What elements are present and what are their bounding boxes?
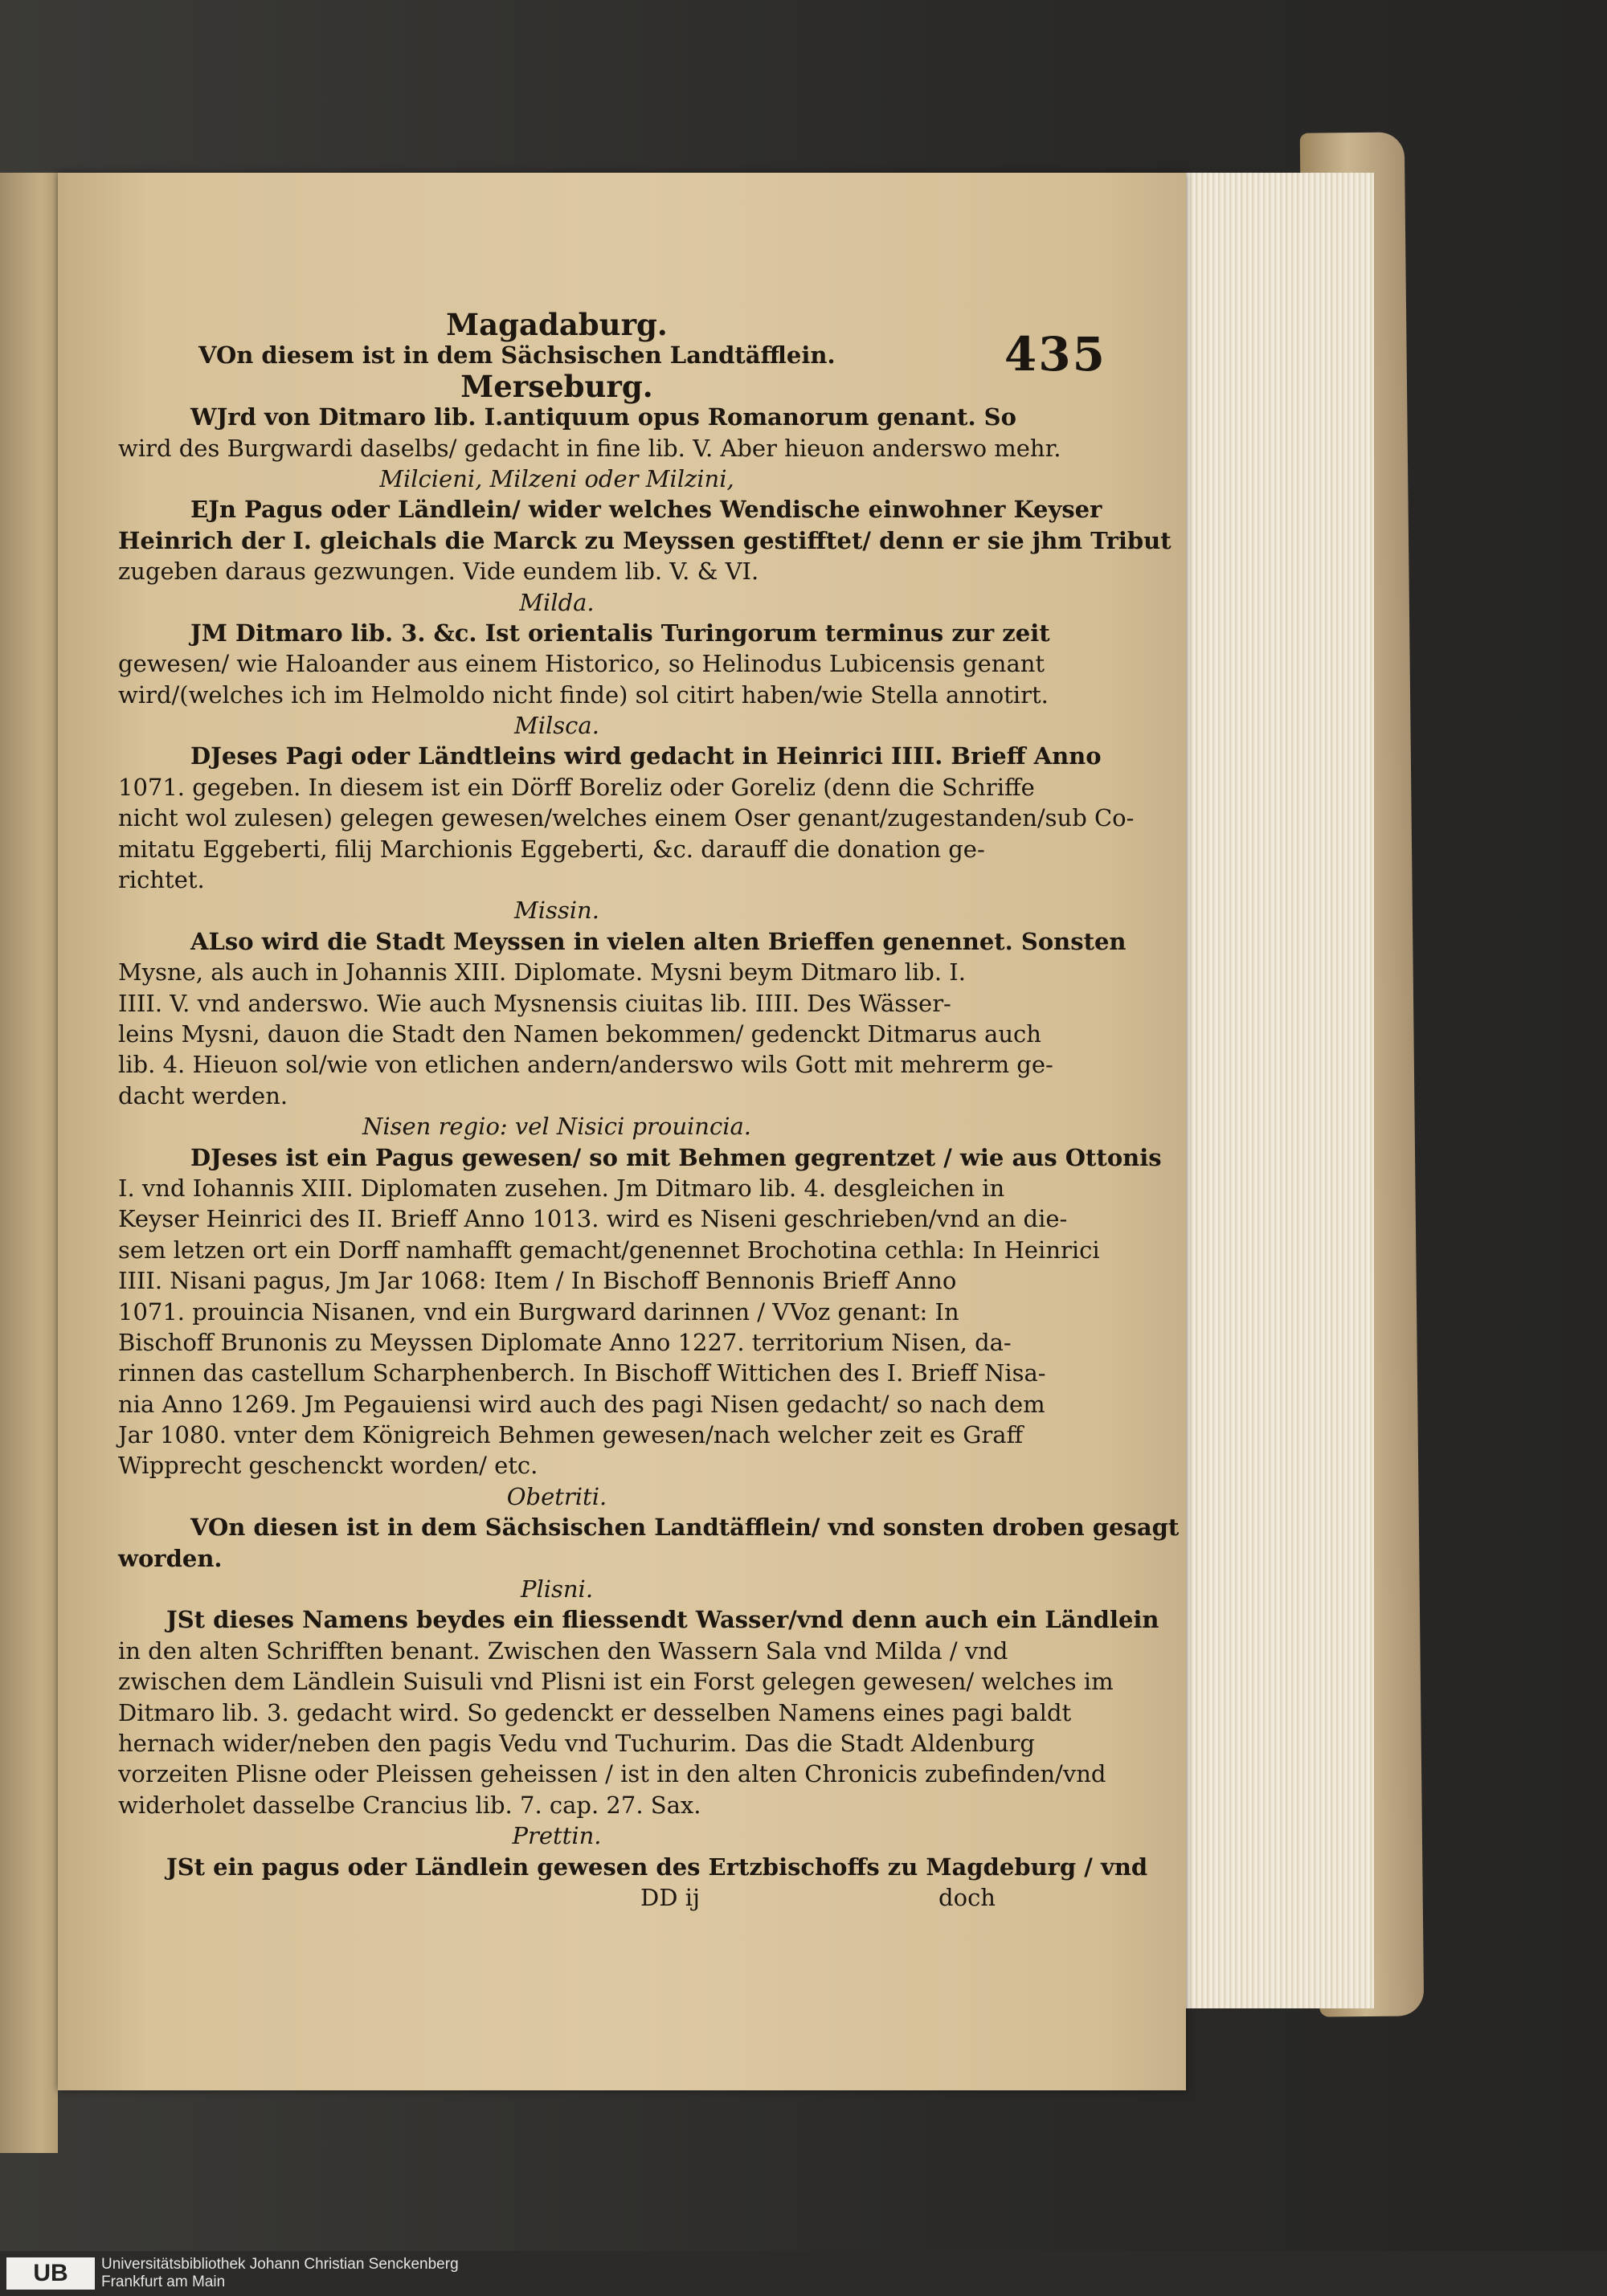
text-line: wird/(welches ich im Helmoldo nicht finde) sol citirt haben/wie Stella annotirt. <box>118 680 1049 709</box>
text-line: IIII. Nisani pagus, Jm Jar 1068: Item / In Bischoff Bennonis Brieff Anno <box>118 1267 957 1295</box>
text-line: zugeben daraus gezwungen. Vide eundem lib. V. & VI. <box>118 558 759 586</box>
text-line: JSt ein pagus oder Ländlein gewesen des Ertzbischoffs zu Magdeburg / vnd <box>166 1853 1148 1881</box>
subheading: Milsca. <box>514 712 599 740</box>
subheading: Milda. <box>519 588 595 616</box>
subheading: Nisen regio: vel Nisici prouincia. <box>362 1113 752 1141</box>
signature-mark: DD ij <box>640 1883 700 1911</box>
subheading: Missin. <box>514 897 599 925</box>
text-line: lib. 4. Hieuon sol/wie von etlichen andern/anderswo wils Gott mit mehrerm ge- <box>118 1051 1053 1079</box>
page-stack-edges <box>1181 173 1374 2008</box>
text-line: richtet. <box>118 866 205 894</box>
text-line: DJeses ist ein Pagus gewesen/ so mit Behmen gegrentzet / wie aus Ottonis <box>190 1143 1162 1171</box>
text-line: wird des Burgwardi daselbs/ gedacht in fine lib. V. Aber hieuon anderswo mehr. <box>118 434 1061 462</box>
institution-line-2: Frankfurt am Main <box>101 2274 226 2290</box>
text-line: sem letzen ort ein Dorff namhafft gemacht/genennet Brochotina cethla: In Heinrici <box>118 1236 1100 1264</box>
text-line: JM Ditmaro lib. 3. &c. Ist orientalis Turingorum terminus zur zeit <box>190 619 1050 647</box>
text-line: VOn diesen ist in dem Sächsischen Landtäfflein/ vnd sonsten droben gesagt <box>190 1514 1180 1542</box>
text-line: 1071. gegeben. In diesem ist ein Dörff Boreliz oder Goreliz (denn die Schriffe <box>118 773 1035 801</box>
text-line: zwischen dem Ländlein Suisuli vnd Plisni ist ein Forst gelegen gewesen/ welches im <box>118 1668 1114 1696</box>
subheading: Prettin. <box>512 1822 602 1850</box>
page-text-block <box>118 307 1180 1913</box>
section-heading: Magadaburg. <box>446 307 668 342</box>
signature-line <box>118 1882 996 1913</box>
facing-page-edge <box>0 173 58 2153</box>
text-line: vorzeiten Plisne oder Pleissen geheissen / ist in den alten Chronicis zubefinden/vnd <box>118 1760 1106 1788</box>
subheading: Milcieni, Milzeni oder Milzini, <box>379 464 734 492</box>
library-logo: UB <box>6 2257 95 2290</box>
section-heading: Merseburg. <box>460 368 653 404</box>
text-line: IIII. V. vnd anderswo. Wie auch Mysnensis ciuitas lib. IIII. Des Wässer- <box>118 989 951 1017</box>
text-line: ALso wird die Stadt Meyssen in vielen alten Brieffen genennet. Sonsten <box>190 927 1127 955</box>
text-line: Bischoff Brunonis zu Meyssen Diplomate Anno 1227. territorium Nisen, da- <box>118 1328 1012 1356</box>
institution-name <box>101 2256 459 2291</box>
text-line: gewesen/ wie Haloander aus einem Historico, so Helinodus Lubicensis genant <box>118 650 1045 678</box>
page-number: 435 <box>1004 327 1106 382</box>
text-line: widerholet dasselbe Crancius lib. 7. cap. 27. Sax. <box>118 1791 701 1819</box>
text-line: WJrd von Ditmaro lib. I.antiquum opus Romanorum genant. So <box>190 403 1016 431</box>
text-line: Mysne, als auch in Johannis XIII. Diplomate. Mysni beym Ditmaro lib. I. <box>118 958 966 987</box>
catchword: doch <box>938 1883 996 1911</box>
text-line: DJeses Pagi oder Ländtleins wird gedacht in Heinrici IIII. Brieff Anno <box>190 742 1102 770</box>
text-line: nia Anno 1269. Jm Pegauiensi wird auch des pagi Nisen gedacht/ so nach dem <box>118 1390 1045 1418</box>
text-line: rinnen das castellum Scharphenberch. In Bischoff Wittichen des I. Brieff Nisa- <box>118 1359 1046 1387</box>
institution-line-1: Universitätsbibliothek Johann Christian Senckenberg <box>101 2256 459 2273</box>
text-line: Jar 1080. vnter dem Königreich Behmen gewesen/nach welcher zeit es Graff <box>118 1421 1024 1449</box>
text-line: nicht wol zulesen) gelegen gewesen/welches einem Oser genant/zugestanden/sub Co- <box>118 804 1135 832</box>
text-line: Ditmaro lib. 3. gedacht wird. So gedenckt er desselben Namens eines pagi baldt <box>118 1698 1072 1726</box>
subheading: Obetriti. <box>506 1482 607 1510</box>
text-line: Heinrich der I. gleichals die Marck zu Meyssen gestifftet/ denn er sie jhm Tribut <box>118 526 1172 554</box>
text-line: Keyser Heinrici des II. Brieff Anno 1013. wird es Niseni geschrieben/vnd an die- <box>118 1205 1068 1233</box>
text-line: mitatu Eggeberti, filij Marchionis Eggeberti, &c. darauff die donation ge- <box>118 835 985 863</box>
text-line: VOn diesem ist in dem Sächsischen Landtäfflein. <box>198 341 836 370</box>
text-line: 1071. prouincia Nisanen, vnd ein Burgward darinnen / VVoz genant: In <box>118 1297 959 1326</box>
text-line: leins Mysni, dauon die Stadt den Namen bekommen/ gedenckt Ditmarus auch <box>118 1019 1041 1048</box>
text-line: Wipprecht geschenckt worden/ etc. <box>118 1452 538 1480</box>
text-line: JSt dieses Namens beydes ein fliessendt Wasser/vnd denn auch ein Ländlein <box>166 1606 1159 1634</box>
text-line: hernach wider/neben den pagis Vedu vnd Tuchurim. Das die Stadt Aldenburg <box>118 1729 1035 1757</box>
text-line: dacht werden. <box>118 1081 288 1109</box>
text-line: in den alten Schrifften benant. Zwischen den Wassern Sala vnd Milda / vnd <box>118 1636 1008 1665</box>
text-line: worden. <box>118 1544 223 1572</box>
text-line: EJn Pagus oder Ländlein/ wider welches Wendische einwohner Keyser <box>190 496 1102 524</box>
subheading: Plisni. <box>520 1575 594 1604</box>
library-footer <box>0 2251 1607 2296</box>
text-line: I. vnd Iohannis XIII. Diplomaten zusehen. Jm Ditmaro lib. 4. desgleichen in <box>118 1174 1005 1202</box>
book-page <box>58 173 1186 2090</box>
